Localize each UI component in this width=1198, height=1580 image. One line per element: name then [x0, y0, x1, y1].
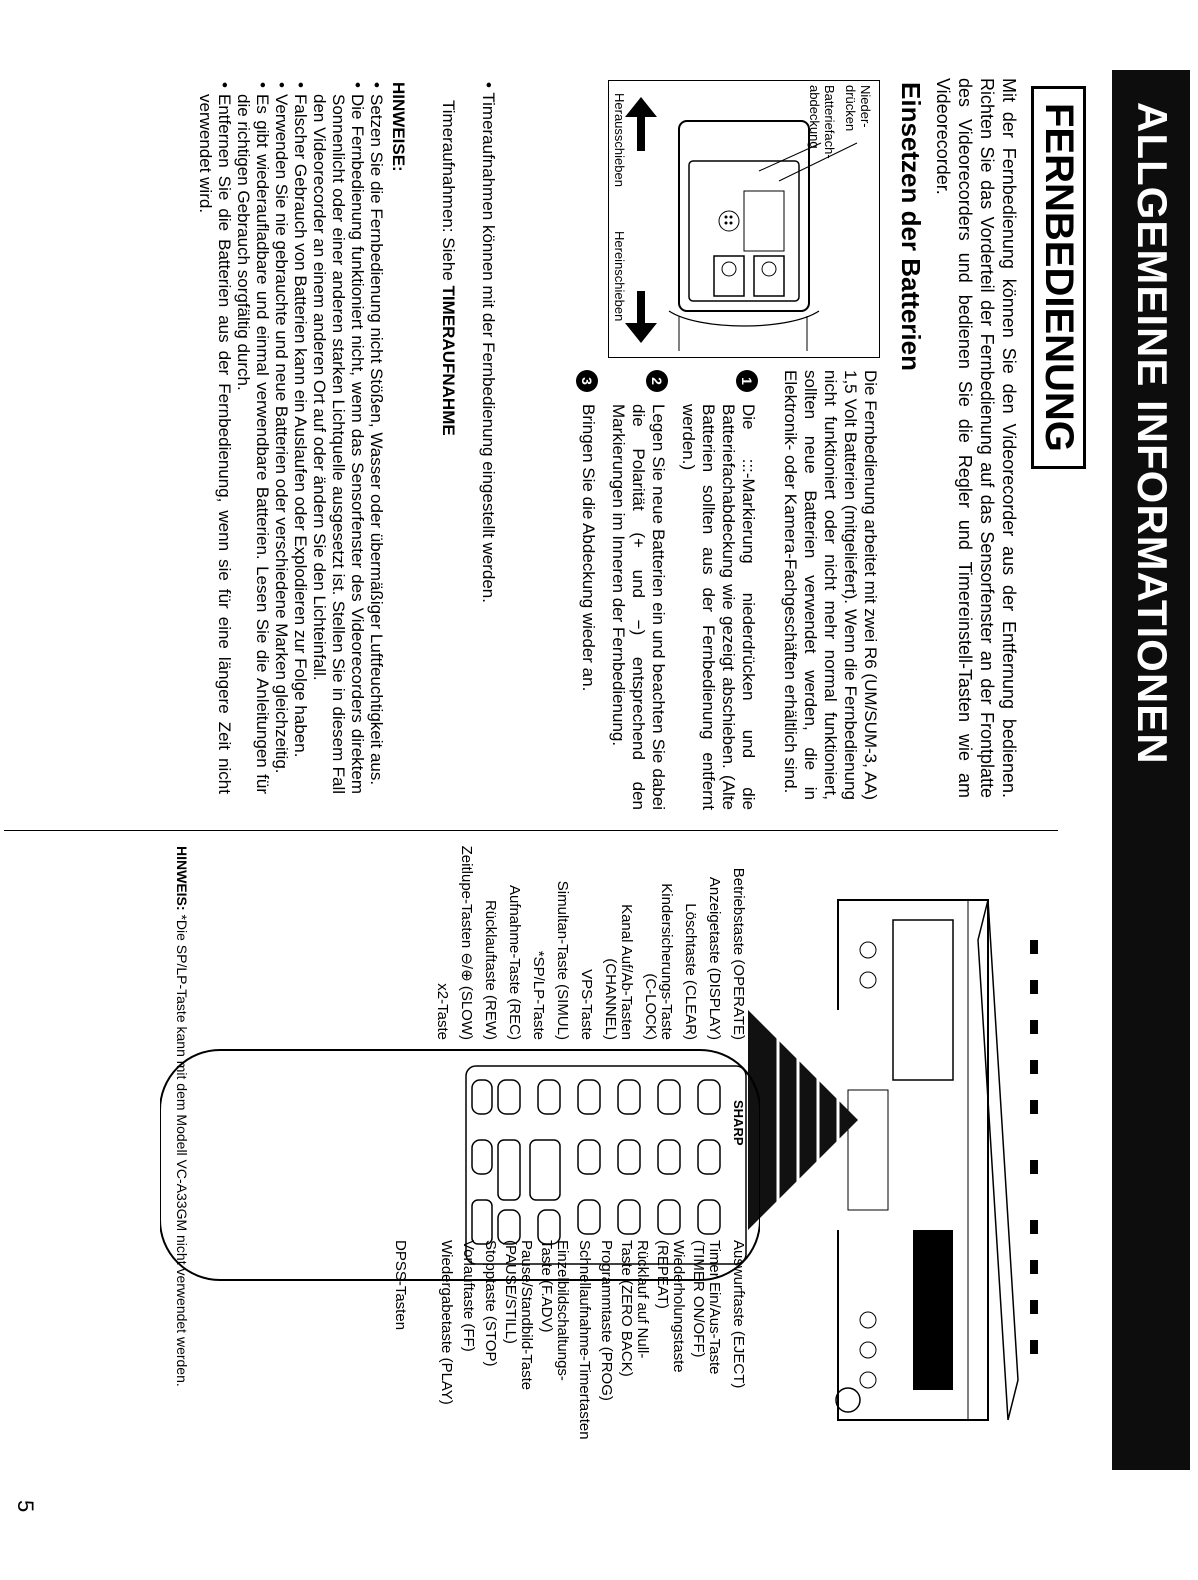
timer-see-ref: TIMERAUFNAHME: [439, 285, 458, 436]
footnote: [174, 846, 190, 1387]
callout-zeroback: Rücklauf auf Null- Taste (ZERO BACK): [618, 1240, 651, 1377]
callout-clock: Kindersicherungs-Taste (C-LOCK): [642, 883, 675, 1040]
callout-ff: Vorlauftaste (FF): [460, 1240, 477, 1352]
callout-clear: Löschtaste (CLEAR): [682, 903, 699, 1040]
ir-beam: [748, 1010, 858, 1230]
label-out: Herausschieben: [612, 93, 627, 187]
callout-display: Anzeigetaste (DISPLAY): [706, 876, 723, 1040]
note-item: • Es gibt wiederaufladbare und einmal verwendbare Batterien. Lesen Sie die Anleitungen für die richtigen Gebrauch sorgfältig durch.: [234, 82, 272, 794]
note-item: • Setzen Sie die Fernbedienung nicht Stößen, Wasser oder übermäßiger Luftfeuchtigkeit aus.: [367, 82, 386, 794]
timer-see-prefix: Timeraufnahmen: Siehe: [439, 100, 458, 281]
page-number: 5: [13, 1500, 38, 1513]
timer-reference: [438, 100, 458, 436]
notes-list: [196, 82, 386, 794]
timer-bullet: • Timeraufnahmen können mit der Fernbedienung eingestellt werden.: [479, 82, 498, 603]
footnote-text: *Die SP/LP-Taste kann mit dem Modell VC-A33GM nicht verwendet werden.: [174, 914, 190, 1387]
callout-play: Wiedergabetaste (PLAY): [438, 1240, 455, 1405]
callout-operate: Betriebstaste (OPERATE): [730, 867, 747, 1040]
callout-quicktimer: Schnellaufnahme-Timertasten: [576, 1240, 593, 1440]
callout-x2: x2-Taste: [434, 983, 451, 1040]
section-title: FERNBEDIENUNG: [1031, 86, 1086, 469]
note-item: • Falscher Gebrauch von Batterien kann ein Auslaufen oder Explodieren zur Folge haben.: [291, 82, 310, 794]
notes-heading: HINWEISE:: [389, 82, 408, 172]
battery-figure: [608, 80, 880, 358]
callout-simul: Simultan-Taste (SIMUL): [554, 880, 571, 1040]
callout-fadv: Einzelbildschaltungs- Taste (F.ADV): [538, 1240, 571, 1381]
callout-slow: Zeitlupe-Tasten ⊖/⊕ (SLOW): [458, 845, 475, 1040]
battery-steps: [568, 370, 758, 810]
callout-stop: Stopptaste (STOP): [482, 1240, 499, 1367]
callout-rec: Aufnahme-Taste (REC): [506, 884, 523, 1040]
step-text: Die :::-Markierung niederdrücken und die Batteriefachabdeckung wie gezeigt abschieben. (Alte Batterien sollten aus der Fernbedienung entfernt werden.): [679, 404, 758, 810]
header-title: ALLGEMEINE INFORMATIONEN: [1129, 102, 1176, 765]
note-item: • Verwenden Sie nie gebrauchte und neue Batterien oder verschiedene Marken gleichzeitig.: [272, 82, 291, 794]
step-text: Bringen Sie die Abdeckung wieder an.: [579, 404, 598, 692]
step-3: [578, 370, 598, 810]
step-number: 3: [576, 370, 598, 392]
battery-drawing: [609, 81, 879, 357]
callout-eject: Auswurftaste (EJECT): [730, 1240, 747, 1389]
callout-rew: Rücklauftaste (REW): [482, 899, 499, 1040]
label-in: Hereinschieben: [612, 231, 627, 322]
callout-timer: Timer Ein/Aus-Taste (TIMER ON/OFF): [690, 1240, 723, 1375]
callout-pause: Pause/Standbild-Taste (PAUSE/STILL): [502, 1240, 535, 1391]
step-number: 1: [736, 370, 758, 392]
step-2: [608, 370, 668, 810]
step-text: Legen Sie neue Batterien ein und beachten Sie dabei die Polarität (+ und −) entsprechend den Markierungen im Inneren der Fernbedienung.: [609, 404, 668, 810]
callout-splp: *SP/LP-Taste: [530, 950, 547, 1040]
batteries-intro: Die Fernbedienung arbeitet mit zwei R6 (UM/SUM-3, AA) 1,5 Volt Batterien (mitgeliefert). Wenn die Fernbedienung nicht funktioniert oder nicht mehr normal funktioniert, sollten neue Batterien verwendet werden, die in Elektronik- oder Kamera-Fachgeschäften erhältlich sind.: [781, 370, 880, 800]
callout-repeat: Wiederholungstaste (REPEAT): [654, 1240, 687, 1373]
callout-dpss: DPSS-Tasten: [392, 1240, 409, 1331]
note-item: • Entfernen Sie die Batterien aus der Fernbedienung, wenn sie für eine längere Zeit nicht verwendet wird.: [196, 82, 234, 794]
section-intro: Mit der Fernbedienung können Sie den Videorecorder aus der Entfernung bedienen. Richten Sie das Vorderteil der Fernbedienung auf das Sensorfenster an der Frontplatte des Videorecorders und bedienen Sie die Regler und Timereinstell-Tasten wie am Videorecorder.: [933, 78, 1019, 798]
step-1: [678, 370, 758, 810]
callout-prog: Programmtaste (PROG): [598, 1240, 615, 1401]
callout-vps: VPS-Taste: [578, 969, 595, 1040]
note-item: • Die Fernbedienung funktioniert nicht, wenn das Sensorfenster des Videorecorders direktem Sonnenlicht oder einer anderen starken Lichtquelle ausgesetzt ist. Stellen Sie in diesem Fall den Videorecorder an einem anderen Ort auf oder ändern Sie den Lichteinfall.: [310, 82, 367, 794]
batteries-heading: Einsetzen der Batterien: [896, 82, 926, 371]
label-press: Nieder- drücken: [843, 85, 873, 132]
timer-bullet-text: Timeraufnahmen können mit der Fernbedienung eingestellt werden.: [479, 92, 498, 603]
callout-channel: Kanal Auf/Ab-Tasten (CHANNEL): [602, 904, 635, 1040]
step-number: 2: [646, 370, 668, 392]
footnote-label: HINWEIS:: [174, 846, 190, 911]
label-cover: Batteriefach- abdeckung: [807, 85, 837, 159]
remote-brand: SHARP: [731, 1100, 746, 1146]
header-bar: [1112, 70, 1190, 1470]
